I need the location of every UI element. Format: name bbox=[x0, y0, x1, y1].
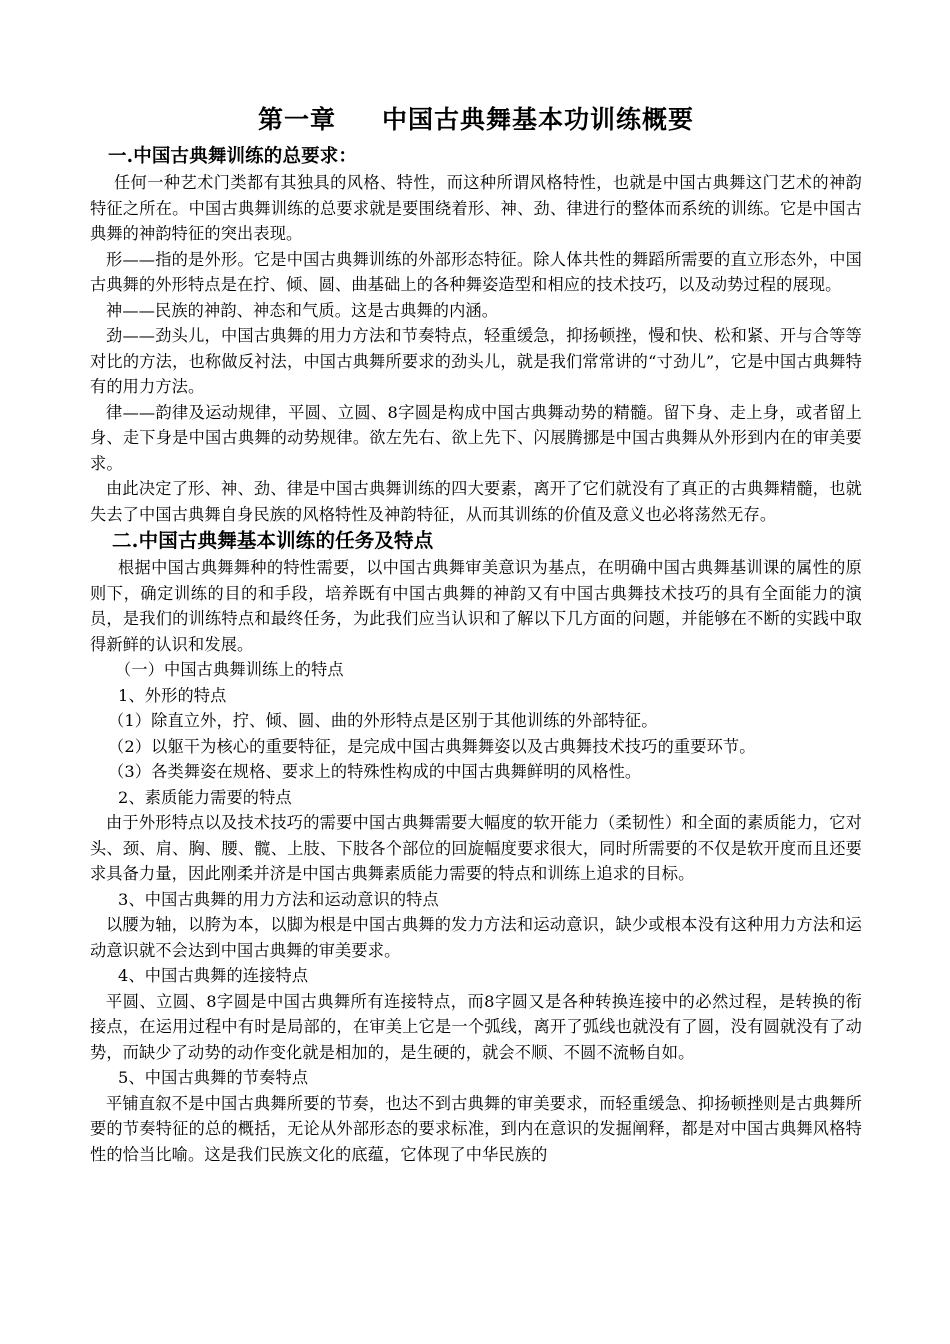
item3-title: 3、中国古典舞的用力方法和运动意识的特点 bbox=[118, 889, 439, 909]
item1-point-b: （2）以躯干为核心的重要特征，是完成中国古典舞舞姿以及古典舞技术技巧的重要环节。 bbox=[108, 736, 756, 756]
item1-title: 1、外形的特点 bbox=[118, 685, 227, 705]
section2-intro-paragraph: 根据中国古典舞舞种的特性需要，以中国古典舞审美意识为基点，在明确中国古典舞基训课的属性的原则下，确定训练的目的和手段，培养既有中国古典舞的神韵又有中国古典舞技术技巧的具有全面能力的演员，是我们的训练特点和最终任务，为此我们应当认识和了解以下几方面的问题，并能够在不断的实践中取得新鲜的认识和发展。 bbox=[90, 558, 862, 654]
item4-title: 4、中国古典舞的连接特点 bbox=[118, 966, 309, 985]
item1-point-a: （1）除直立外，拧、倾、圆、曲的外形特点是区别于其他训练的外部特征。 bbox=[108, 711, 658, 730]
item4-text: 平圆、立圆、8字圆是中国古典舞所有连接特点，而8字圆又是各种转换连接中的必然过程，是转换的衔接点，在运用过程中有时是局部的，在审美上它是一个弧线，离开了弧线也就没有了圆，没有圆就没有了动势，而缺少了动势的动作变化就是相加的，是生硬的，就会不顺、不圆不流畅自如。 bbox=[90, 991, 862, 1062]
paragraph-shen: 神——民族的神韵、神态和气质。这是古典舞的内涵。 bbox=[106, 300, 499, 320]
paragraph-jin: 劲——劲头儿，中国古典舞的用力方法和节奏特点，轻重缓急，抑扬顿挫，慢和快、松和紧、开与合等等对比的方法，也称做反衬法，中国古典舞所要求的劲头儿，就是我们常常讲的“寸劲儿”，它是中国古典舞特有的用力方法。 bbox=[90, 326, 862, 396]
paragraph-lv: 律——韵律及运动规律，平圆、立圆、8字圆是构成中国古典舞动势的精髓。留下身、走上身，或者留上身、走下身是中国古典舞的动势规律。欲左先右、欲上先下、闪展腾挪是中国古典舞从外形到内在的审美要求。 bbox=[90, 402, 862, 473]
item5-title: 5、中国古典舞的节奏特点 bbox=[118, 1068, 309, 1087]
paragraph-xing: 形——指的是外形。它是中国古典舞训练的外部形态特征。除人体共性的舞蹈所需要的直立形态外，中国古典舞的外形特点是在拧、倾、圆、曲基础上的各种舞姿造型和相应的技术技巧，以及动势过程的展现。 bbox=[90, 249, 862, 294]
item5-text: 平铺直叙不是中国古典舞所要的节奏，也达不到古典舞的审美要求，而轻重缓急、抑扬顿挫则是古典舞所要的节奏特征的总的概括，无论从外部形态的要求标准，到内在意识的发掘阐释，都是对中国古典舞风格特性的恰当比喻。这是我们民族文化的底蕴，它体现了中华民族的 bbox=[90, 1093, 862, 1164]
document-page bbox=[90, 100, 862, 1167]
item1-point-c: （3）各类舞姿在规格、要求上的特殊性构成的中国古典舞鲜明的风格性。 bbox=[108, 762, 642, 781]
chapter-name: 中国古典舞基本功训练概要 bbox=[382, 105, 695, 134]
chapter-title bbox=[90, 100, 862, 140]
item2-title: 2、素质能力需要的特点 bbox=[118, 787, 292, 807]
paragraph-conclusion: 由此决定了形、神、劲、律是中国古典舞训练的四大要素，离开了它们就没有了真正的古典舞精髓，也就失去了中国古典舞自身民族的风格特性及神韵特征，从而其训练的价值及意义也必将荡然无存。 bbox=[90, 479, 862, 524]
item2-text: 由于外形特点以及技术技巧的需要中国古典舞需要大幅度的软开能力（柔韧性）和全面的素质能力，它对头、颈、肩、胸、腰、髋、上肢、下肢各个部位的回旋幅度要求很大，同时所需要的不仅是软开度而且还要求具备力量，因此刚柔并济是中国古典舞素质能力需要的特点和训练上追求的目标。 bbox=[90, 813, 862, 883]
section1-intro-paragraph: 任何一种艺术门类都有其独具的风格、特性，而这种所谓风格特性，也就是中国古典舞这门艺术的神韵特征之所在。中国古典舞训练的总要求就是要围绕着形、神、劲、律进行的整体而系统的训练。它是中国古典舞的神韵特征的突出表现。 bbox=[90, 173, 862, 243]
item3-text: 以腰为轴，以胯为本，以脚为根是中国古典舞的发力方法和运动意识，缺少或根本没有这种用力方法和运动意识就不会达到中国古典舞的审美要求。 bbox=[90, 915, 862, 960]
section2-heading: 二.中国古典舞基本训练的任务及特点 bbox=[112, 529, 434, 552]
subsection-heading: （一）中国古典舞训练上的特点 bbox=[115, 660, 344, 679]
section1-heading: 一.中国古典舞训练的总要求： bbox=[108, 146, 358, 167]
chapter-number: 第一章 bbox=[257, 105, 336, 134]
